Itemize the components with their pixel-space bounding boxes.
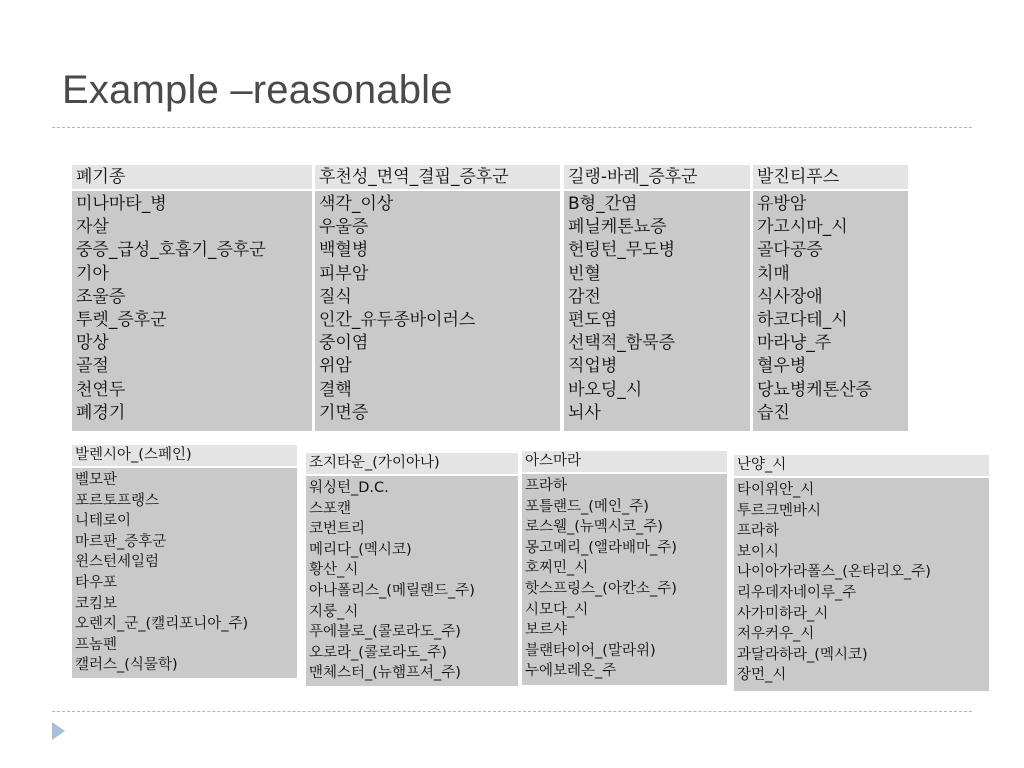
list-item: 시모다_시 xyxy=(525,601,589,618)
triangle-bullet-icon xyxy=(52,722,65,740)
group-items xyxy=(734,478,989,691)
list-item: 누에보레온_주 xyxy=(525,663,617,680)
list-item: 천연두 xyxy=(76,379,126,400)
group-items xyxy=(72,468,297,678)
group-header: 발렌시아_(스페인) xyxy=(72,445,297,468)
list-item: 백혈병 xyxy=(319,240,369,261)
list-item: 뇌사 xyxy=(568,402,601,423)
list-item: 바오딩_시 xyxy=(568,379,643,400)
list-item: 유방암 xyxy=(757,194,807,214)
list-item: 질식 xyxy=(319,286,352,307)
group-items xyxy=(306,476,518,686)
group-header: 조지타운_(가이아나) xyxy=(306,453,518,476)
list-item: 우울증 xyxy=(319,217,369,238)
list-item: 당뇨병케톤산증 xyxy=(757,379,872,400)
list-item: 빈혈 xyxy=(568,263,601,284)
list-item: 미나마타_병 xyxy=(76,194,167,214)
slide-title: Example –reasonable xyxy=(62,68,453,112)
category-group-georgetown xyxy=(306,453,518,686)
list-item: 가고시마_시 xyxy=(757,217,848,238)
list-item: 기면증 xyxy=(319,402,369,423)
list-item: 지룽_시 xyxy=(309,603,359,620)
list-item: 투렛_증후군 xyxy=(76,309,167,330)
list-item: 프라하 xyxy=(737,523,780,540)
list-item: 타우포 xyxy=(75,574,118,591)
list-item: 타이위안_시 xyxy=(737,482,815,498)
group-items xyxy=(522,474,727,685)
category-group-asmara xyxy=(522,451,727,685)
list-item: 워싱턴_D.C. xyxy=(309,480,389,496)
list-item: 습진 xyxy=(757,402,790,423)
list-item: 골다공증 xyxy=(757,240,823,261)
list-item: 오렌지_군_(캘리포니아_주) xyxy=(75,616,249,633)
list-item: 편도염 xyxy=(568,309,618,330)
list-item: 위암 xyxy=(319,356,352,377)
list-item: 감전 xyxy=(568,286,601,307)
list-item: 프라하 xyxy=(525,478,568,494)
list-item: 호찌민_시 xyxy=(525,560,589,577)
list-item: 로스웰_(뉴멕시코_주) xyxy=(525,519,663,536)
category-group-aids xyxy=(315,165,560,431)
list-item: B형_간염 xyxy=(568,194,638,214)
list-item: 과달라하라_(멕시코) xyxy=(737,646,868,663)
list-item: 망상 xyxy=(76,333,109,354)
list-item: 몽고메리_(앨라배마_주) xyxy=(525,539,677,556)
group-header: 길랭-바레_증후군 xyxy=(564,165,750,191)
list-item: 장먼_시 xyxy=(737,667,787,684)
list-item: 윈스턴세일럼 xyxy=(75,554,160,571)
list-item: 니테로이 xyxy=(75,513,132,530)
list-item: 색각_이상 xyxy=(319,194,394,214)
list-item: 폐경기 xyxy=(76,402,126,423)
bottom-divider xyxy=(52,711,972,712)
list-item: 나이아가라폴스_(온타리오_주) xyxy=(737,564,931,581)
list-item: 메리다_(멕시코) xyxy=(309,541,412,558)
list-item: 오로라_(콜로라도_주) xyxy=(309,644,447,661)
category-group-guillain-barre xyxy=(564,165,750,431)
list-item: 조울증 xyxy=(76,286,126,307)
list-item: 하코다테_시 xyxy=(757,309,848,330)
list-item: 블랜타이어_(말라위) xyxy=(525,642,656,659)
list-item: 투르크멘바시 xyxy=(737,502,822,519)
group-items xyxy=(753,191,908,431)
list-item: 프놈펜 xyxy=(75,636,118,653)
group-items xyxy=(564,191,750,431)
group-header: 아스마라 xyxy=(522,451,727,474)
list-item: 마르판_증후군 xyxy=(75,533,167,550)
list-item: 피부암 xyxy=(319,263,369,284)
list-item: 핫스프링스_(아칸소_주) xyxy=(525,580,677,597)
list-item: 결핵 xyxy=(319,379,352,400)
list-item: 캘러스_(식물학) xyxy=(75,657,178,674)
list-item: 골절 xyxy=(76,356,109,377)
list-item: 인간_유두종바이러스 xyxy=(319,309,476,330)
list-item: 자살 xyxy=(76,217,109,238)
list-item: 저우커우_시 xyxy=(737,626,815,643)
group-items xyxy=(315,191,560,431)
list-item: 보이시 xyxy=(737,543,780,560)
list-item: 직업병 xyxy=(568,356,618,377)
group-header: 발진티푸스 xyxy=(753,165,908,191)
list-item: 헌팅턴_무도병 xyxy=(568,240,676,261)
list-item: 중이염 xyxy=(319,333,369,354)
list-item: 사가미하라_시 xyxy=(737,605,829,622)
list-item: 포르토프랭스 xyxy=(75,492,160,509)
list-item: 포틀랜드_(메인_주) xyxy=(525,498,649,515)
list-item: 코킴보 xyxy=(75,595,118,612)
list-item: 기아 xyxy=(76,263,109,284)
list-item: 혈우병 xyxy=(757,356,807,377)
list-item: 식사장애 xyxy=(757,286,823,307)
group-header: 후천성_면역_결핍_증후군 xyxy=(315,165,560,191)
list-item: 페닐케톤뇨증 xyxy=(568,217,667,238)
list-item: 중증_급성_호흡기_증후군 xyxy=(76,240,266,261)
group-header: 난양_시 xyxy=(734,455,989,478)
list-item: 선택적_함묵증 xyxy=(568,333,676,354)
list-item: 푸에블로_(콜로라도_주) xyxy=(309,624,461,641)
list-item: 스포캔 xyxy=(309,500,352,517)
list-item: 맨체스터_(뉴햄프셔_주) xyxy=(309,665,461,682)
category-group-typhus xyxy=(753,165,908,431)
category-group-nanyang xyxy=(734,455,989,691)
group-items xyxy=(72,191,312,431)
category-group-emphysema xyxy=(72,165,312,431)
list-item: 리우데자네이루_주 xyxy=(737,584,857,601)
category-group-valencia xyxy=(72,445,297,678)
list-item: 벨모판 xyxy=(75,472,118,488)
list-item: 마라냥_주 xyxy=(757,333,832,354)
list-item: 보르샤 xyxy=(525,622,568,639)
list-item: 황산_시 xyxy=(309,562,359,579)
list-item: 코번트리 xyxy=(309,521,366,538)
list-item: 치매 xyxy=(757,263,790,284)
top-divider xyxy=(52,127,972,128)
group-header: 폐기종 xyxy=(72,165,312,191)
list-item: 아나폴리스_(메릴랜드_주) xyxy=(309,582,475,599)
